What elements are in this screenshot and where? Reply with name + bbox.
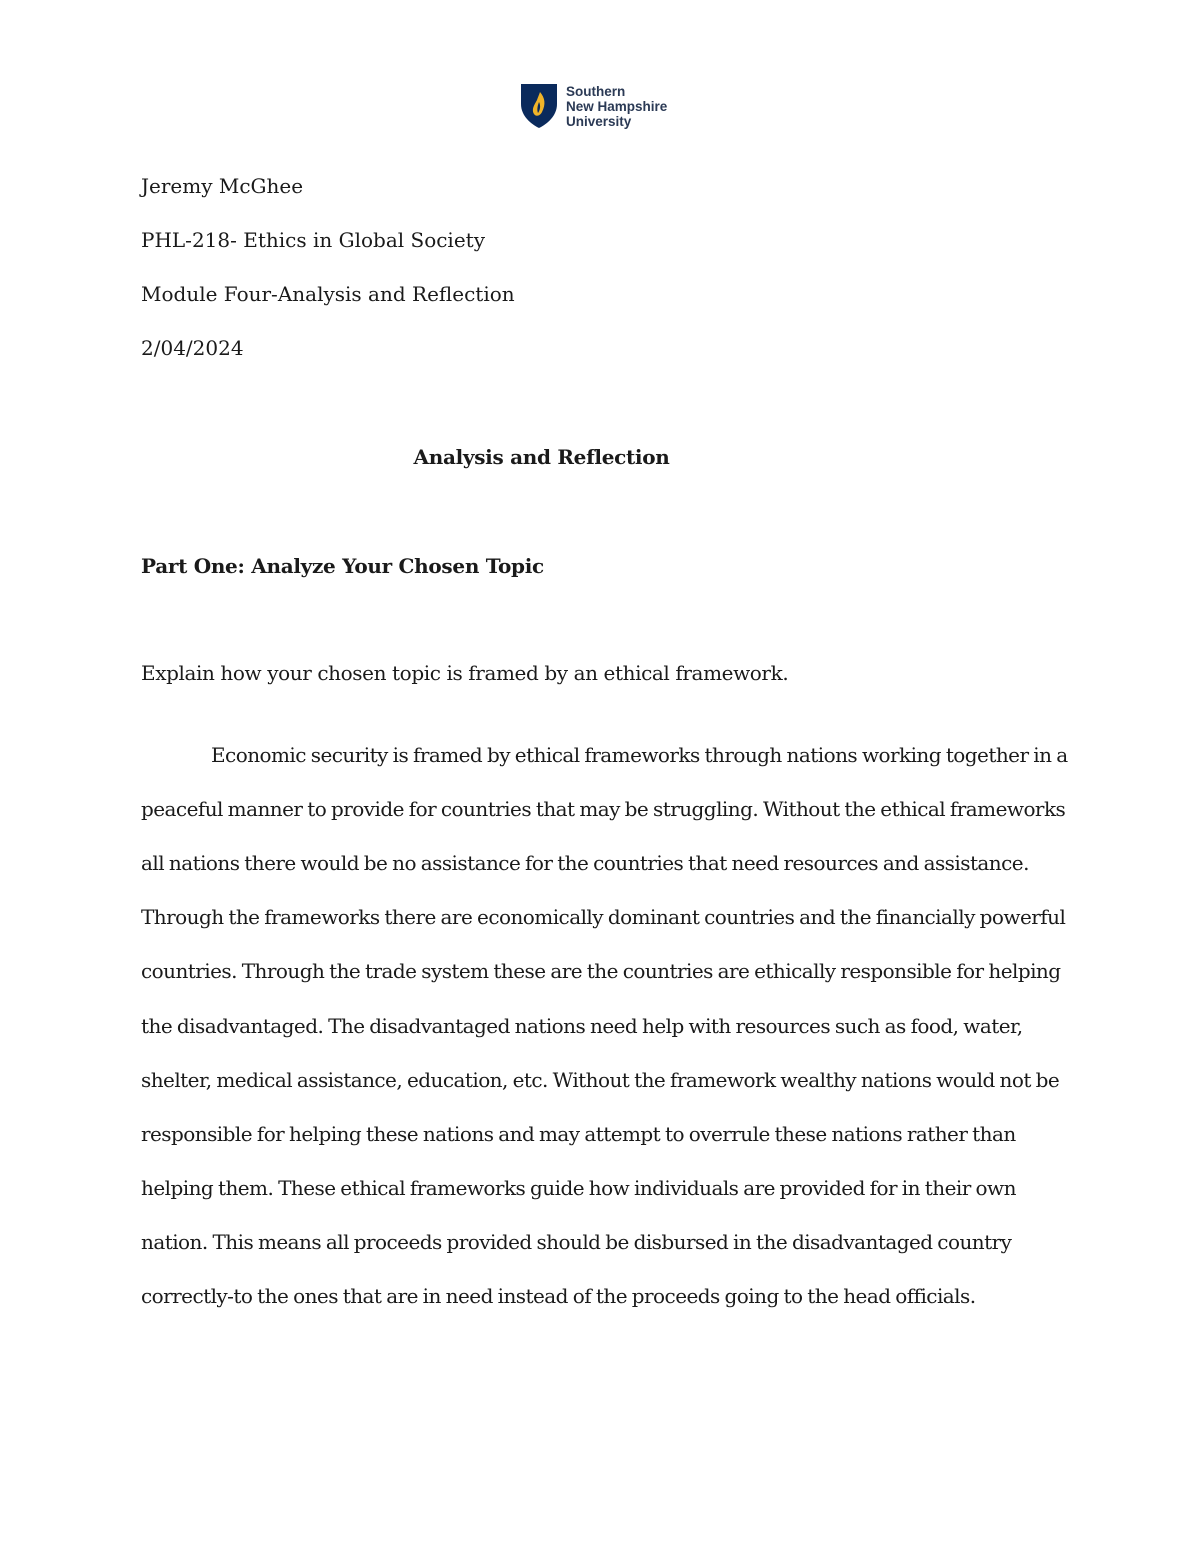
paragraph-line: countries. Through the trade system these are the countries are ethically responsible for helping: [141, 959, 1061, 983]
paragraph-line: all nations there would be no assistance for the countries that need resources and assistance.: [141, 851, 1029, 875]
logo-line-3: University: [566, 114, 632, 129]
document-date: 2/04/2024: [141, 336, 244, 360]
paragraph-line: correctly-to the ones that are in need instead of the proceeds going to the head officials.: [141, 1284, 976, 1308]
section-heading: Part One: Analyze Your Chosen Topic: [141, 554, 544, 578]
logo-line-1: Southern: [566, 84, 626, 99]
paragraph-line: the disadvantaged. The disadvantaged nations need help with resources such as food, water,: [141, 1014, 1023, 1038]
paragraph-line: helping them. These ethical frameworks guide how individuals are provided for in their own: [141, 1176, 1016, 1200]
logo-wordmark: [566, 84, 667, 129]
university-logo: [519, 82, 689, 134]
course-name: PHL-218- Ethics in Global Society: [141, 228, 486, 252]
paragraph-line: peaceful manner to provide for countries that may be struggling. Without the ethical frameworks: [141, 797, 1066, 821]
prompt-question: Explain how your chosen topic is framed by an ethical framework.: [141, 661, 789, 685]
paragraph-line: nation. This means all proceeds provided should be disbursed in the disadvantaged country: [141, 1230, 1012, 1254]
logo-line-2: New Hampshire: [566, 99, 668, 114]
shield-flame-icon: [519, 82, 559, 130]
paragraph-line: Economic security is framed by ethical frameworks through nations working together in a: [211, 743, 1068, 767]
paragraph-line: shelter, medical assistance, education, etc. Without the framework wealthy nations would not be: [141, 1068, 1060, 1092]
paragraph-line: Through the frameworks there are economically dominant countries and the financially powerful: [141, 905, 1066, 929]
paragraph-line: responsible for helping these nations and may attempt to overrule these nations rather than: [141, 1122, 1016, 1146]
assignment-name: Module Four-Analysis and Reflection: [141, 282, 515, 306]
author-name: Jeremy McGhee: [141, 174, 304, 198]
document-title: Analysis and Reflection: [413, 445, 670, 469]
